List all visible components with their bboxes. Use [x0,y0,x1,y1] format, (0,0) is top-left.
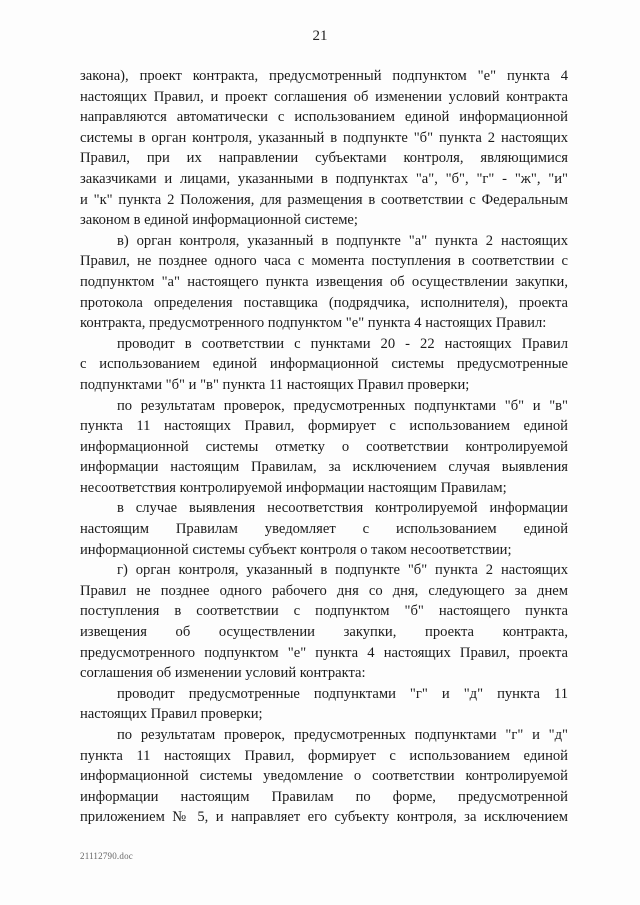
text-line: информационной системы субъект контроля о таком несоответствии; [80,541,512,558]
text-line: настоящим Правилам уведомляет с использованием единой [80,521,568,538]
file-reference: 21112790.doc [80,851,133,861]
text-line: г) орган контроля, указанный в подпункте "б" пункта 2 настоящих [117,562,568,579]
text-line: подпунктами "б" и "в" пункта 11 настоящих Правил проверки; [80,376,470,393]
text-line: Правил, при их направлении субъектами контроля, являющимися [80,150,568,167]
text-line: закона), проект контракта, предусмотренный подпунктом "е" пункта 4 [80,68,568,84]
text-line: с использованием единой информационной системы предусмотренные [80,356,568,373]
text-line: и "к" пункта 2 Положения, для размещения в соответствии с Федеральным [80,191,568,208]
text-line: по результатам проверок, предусмотренных подпунктами "г" и "д" [117,727,568,743]
text-line: настоящих Правил, и проект соглашения об изменении условий контракта [80,88,568,105]
text-line: законом в единой информационной системе; [80,212,358,229]
text-line: извещения об осуществлении закупки, проекта контракта, [80,624,568,641]
text-line: предусмотренного подпунктом "е" пункта 4 настоящих Правил, проекта [80,644,568,661]
text-line: в случае выявления несоответствия контролируемой информации [117,500,568,517]
text-line: по результатам проверок, предусмотренных подпунктами "б" и "в" [117,397,568,414]
text-line: проводит в соответствии с пунктами 20 - 22 настоящих Правил [117,335,568,352]
text-line: информационной системы уведомление о соответствии контролируемой [80,768,568,785]
text-line: проводит предусмотренные подпунктами "г" и "д" пункта 11 [117,685,568,702]
text-line: контракта, предусмотренного подпунктом "е" пункта 4 настоящих Правил: [80,315,547,332]
text-line: Правил, не позднее одного часа с момента поступления в соответствии с [80,253,568,270]
text-line: направляются автоматически с использованием единой информационной [80,109,568,126]
text-line: несоответствия контролируемой информации настоящим Правилам; [80,479,507,496]
text-line: соглашения об изменении условий контракта: [80,665,366,682]
text-line: системы в орган контроля, указанный в подпункте "б" пункта 2 настоящих [80,129,568,146]
text-line: информации настоящим Правилам, за исключением случая выявления [80,459,568,476]
text-line: заказчиками и лицами, указанными в подпунктах "а", "б", "г" - "ж", "и" [80,170,568,187]
text-line: пункта 11 настоящих Правил, формирует с использованием единой [80,418,568,435]
text-line: протокола определения поставщика (подрядчика, исполнителя), проекта [80,294,568,311]
page-number: 21 [312,28,328,44]
text-line: поступления в соответствии с подпунктом "б" настоящего пункта [80,603,568,620]
text-line: приложением № 5, и направляет его субъекту контроля, за исключением [80,809,568,826]
text-line: пункта 11 настоящих Правил, формирует с использованием единой [80,747,568,764]
text-line: подпунктом "а" настоящего пункта извещения об осуществлении закупки, [80,273,568,290]
text-line: в) орган контроля, указанный в подпункте "а" пункта 2 настоящих [117,232,568,249]
text-line: Правил не позднее одного рабочего дня со дня, следующего за днем [80,582,568,599]
text-line: информации настоящим Правилам по форме, предусмотренной [80,788,568,805]
text-line: информационной системы отметку о соответствии контролируемой [80,438,568,455]
document-body [80,66,568,828]
text-line: настоящих Правил проверки; [80,706,263,723]
